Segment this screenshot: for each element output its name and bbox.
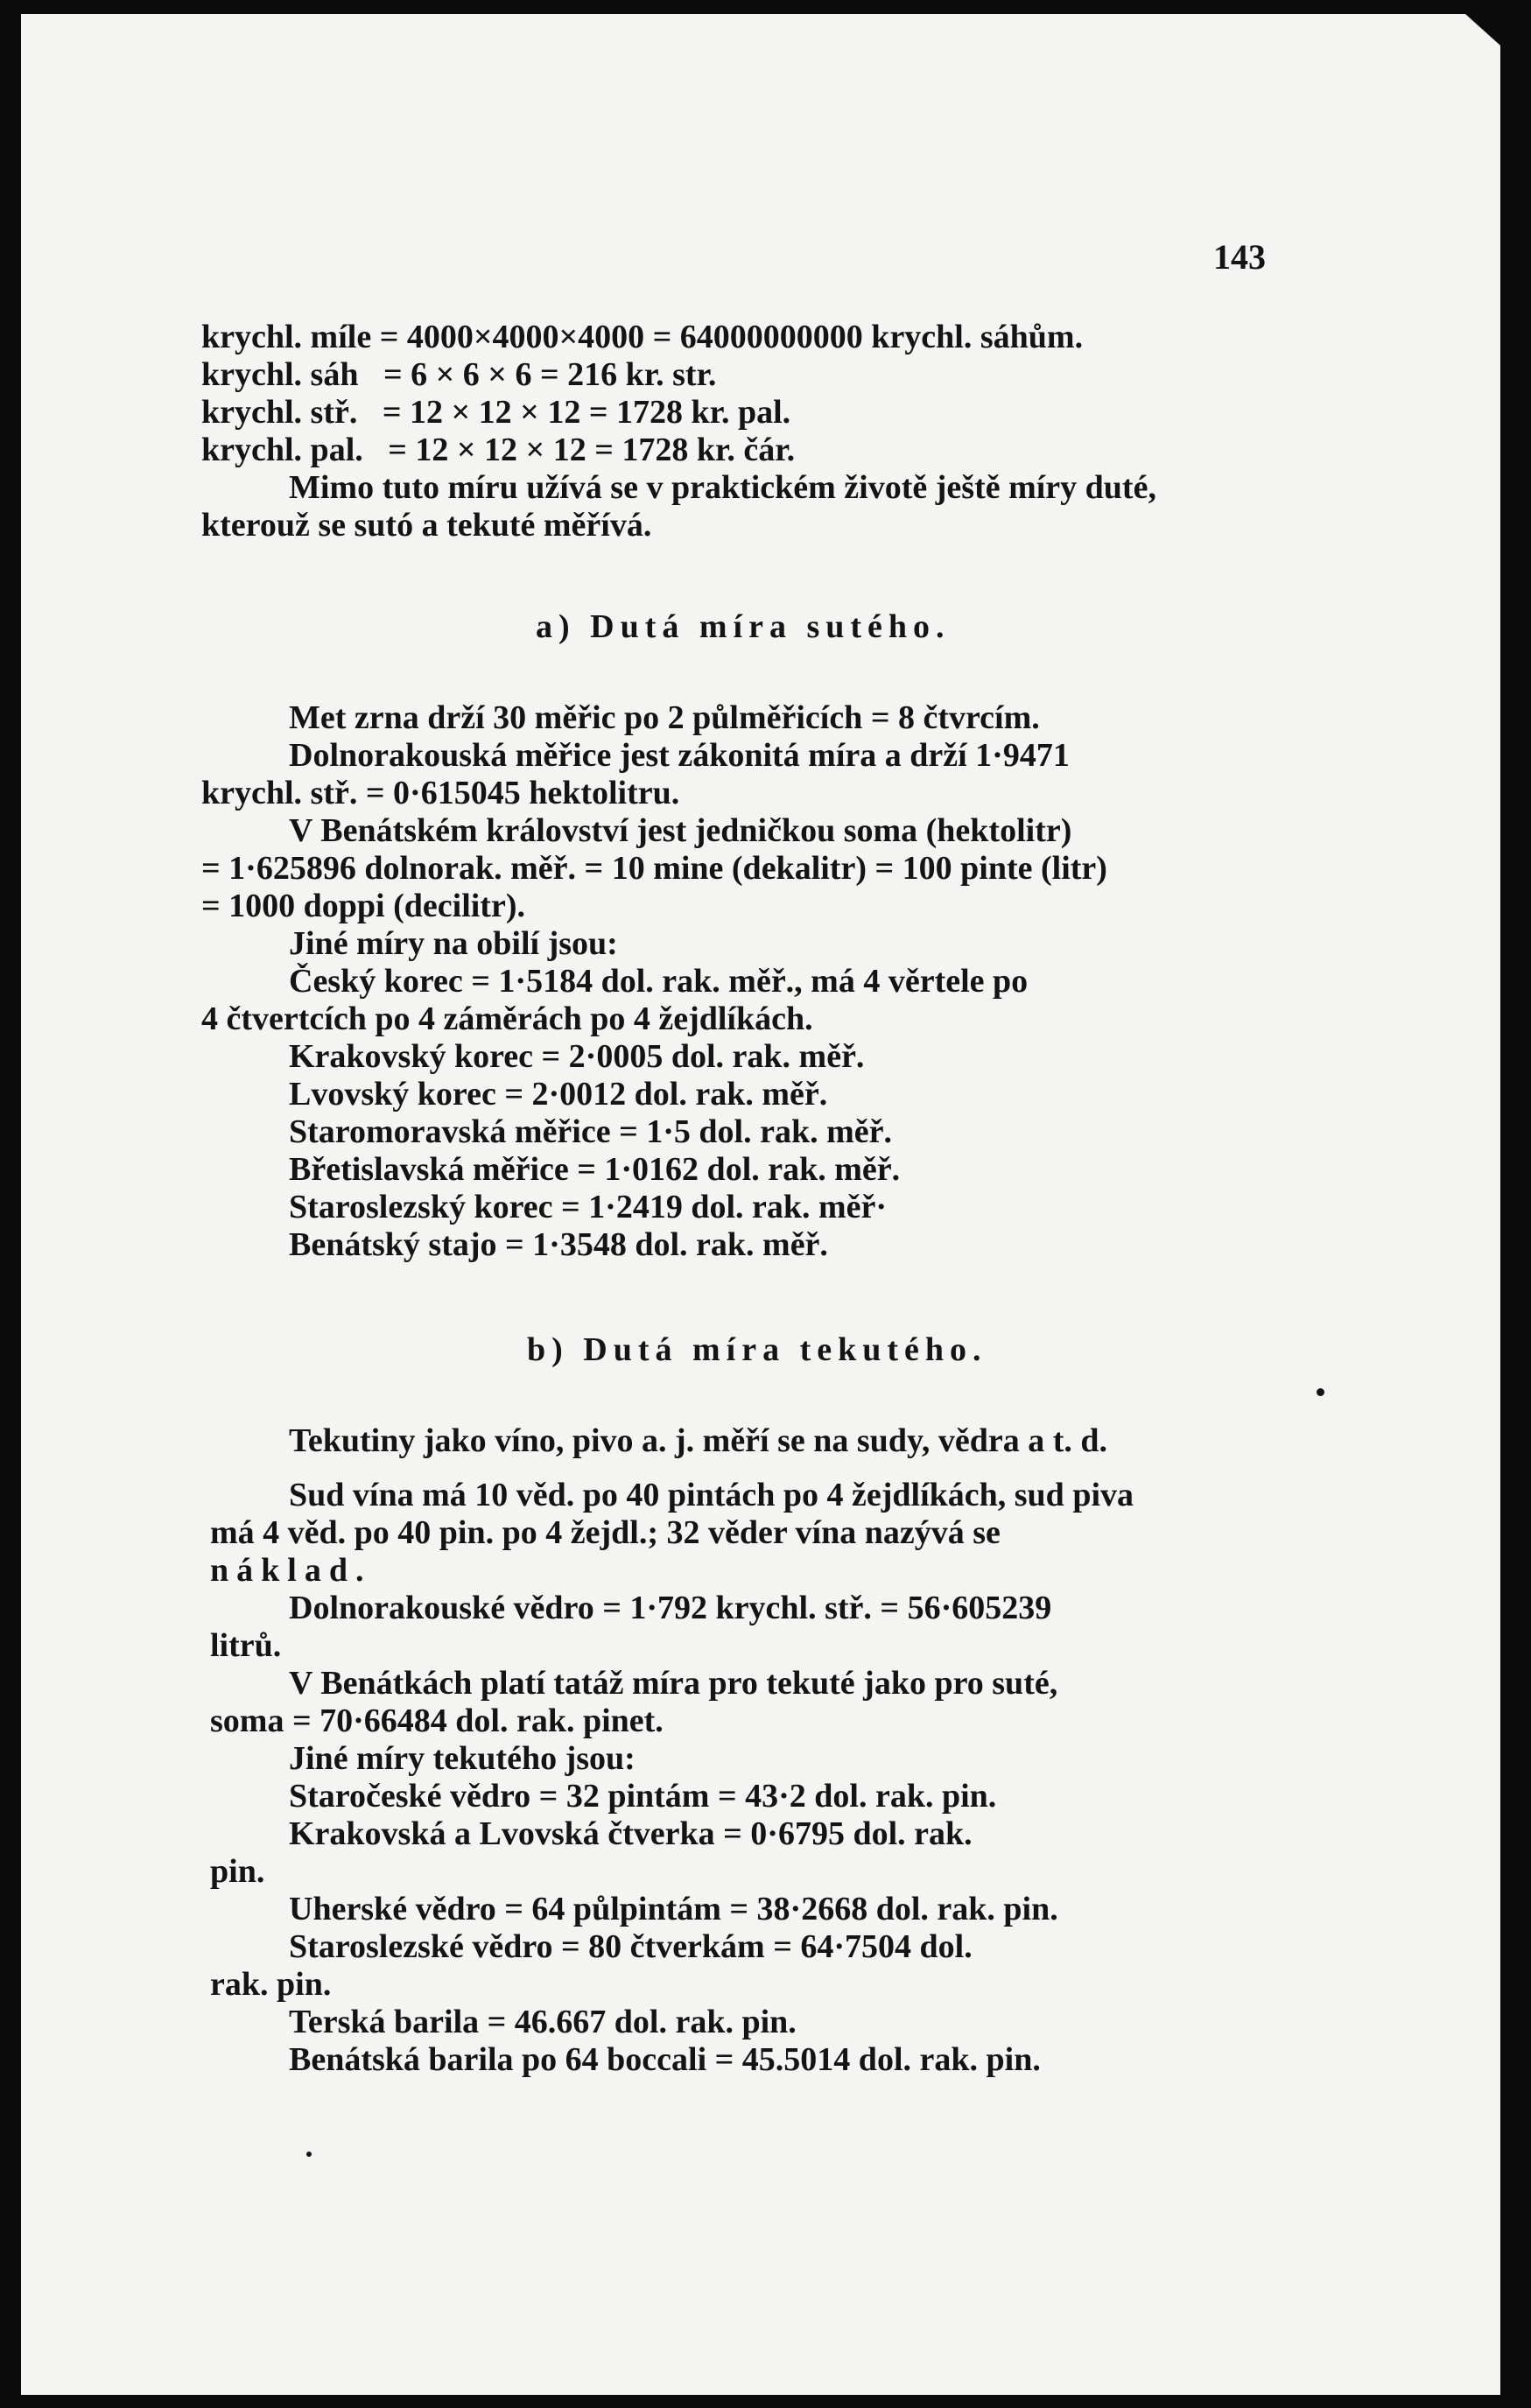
text-line: má 4 věd. po 40 pin. po 4 žejdl.; 32 věder vína nazývá se: [210, 1514, 1001, 1551]
text-line: = 1000 doppi (decilitr).: [201, 888, 525, 924]
text-line: Dolnorakouská měřice jest zákonitá míra a drží 1·9471: [289, 737, 1070, 774]
text-line: soma = 70·66484 dol. rak. pinet.: [210, 1702, 664, 1739]
print-speck: [306, 2152, 312, 2157]
text-line: rak. pin.: [210, 1966, 332, 2003]
text-line: Met zrna drží 30 měřic po 2 půlměřicích = 8 čtvrcím.: [289, 699, 1040, 736]
section-b-heading: b) Dutá míra tekutého.: [527, 1331, 987, 1368]
text-line: Terská barila = 46.667 dol. rak. pin.: [289, 2004, 797, 2040]
page-number: 143: [1213, 237, 1266, 277]
text-line: Staroslezské vědro = 80 čtverkám = 64·7504 dol.: [289, 1928, 973, 1965]
text-line: Staroslezský korec = 1·2419 dol. rak. měř·: [289, 1189, 888, 1225]
print-speck: [1317, 1388, 1324, 1396]
text-line: Lvovský korec = 2·0012 dol. rak. měř.: [289, 1076, 828, 1113]
text-line: V Benátském království jest jedničkou soma (hektolitr): [289, 812, 1072, 849]
text-line: Staročeské vědro = 32 pintám = 43·2 dol. rak. pin.: [289, 1778, 997, 1815]
text-line: Mimo tuto míru užívá se v praktickém životě ještě míry duté,: [289, 469, 1156, 506]
text-line: krychl. stř. = 12 × 12 × 12 = 1728 kr. pal.: [201, 394, 791, 431]
text-line: krychl. míle = 4000×4000×4000 = 64000000000 krychl. sáhům.: [201, 319, 1084, 355]
text-line: kterouž se sutó a tekuté měřívá.: [201, 507, 652, 544]
text-line: Krakovská a Lvovská čtverka = 0·6795 dol. rak.: [289, 1815, 973, 1852]
text-line: Uherské vědro = 64 půlpintám = 38·2668 dol. rak. pin.: [289, 1891, 1058, 1927]
text-line: Břetislavská měřice = 1·0162 dol. rak. měř.: [289, 1151, 901, 1188]
text-line: Tekutiny jako víno, pivo a. j. měří se na sudy, vědra a t. d.: [289, 1422, 1108, 1459]
text-line: 4 čtvertcích po 4 záměrách po 4 žejdlíkách.: [201, 1000, 813, 1037]
text-line: náklad.: [210, 1552, 372, 1589]
text-line: Dolnorakouské vědro = 1·792 krychl. stř. = 56·605239: [289, 1590, 1052, 1626]
text-line: Jiné míry na obilí jsou:: [289, 925, 618, 962]
text-line: = 1·625896 dolnorak. měř. = 10 mine (dekalitr) = 100 pinte (litr): [201, 850, 1107, 887]
text-line: Jiné míry tekutého jsou:: [289, 1740, 636, 1777]
page-corner-shadow: [1465, 14, 1500, 46]
text-line: Benátský stajo = 1·3548 dol. rak. měř.: [289, 1226, 828, 1263]
text-line: krychl. pal. = 12 × 12 × 12 = 1728 kr. čár.: [201, 432, 796, 468]
text-line: Staromoravská měřice = 1·5 dol. rak. měř.: [289, 1113, 892, 1150]
text-line: V Benátkách platí tatáž míra pro tekuté jako pro suté,: [289, 1665, 1058, 1702]
section-a-heading: a) Dutá míra sutého.: [536, 608, 951, 645]
text-line: Sud vína má 10 věd. po 40 pintách po 4 žejdlíkách, sud piva: [289, 1477, 1134, 1513]
text-line: krychl. stř. = 0·615045 hektolitru.: [201, 775, 680, 811]
text-line: Benátská barila po 64 boccali = 45.5014 dol. rak. pin.: [289, 2041, 1041, 2078]
text-line: Krakovský korec = 2·0005 dol. rak. měř.: [289, 1038, 865, 1075]
text-line: Český korec = 1·5184 dol. rak. měř., má 4 věrtele po: [289, 963, 1029, 1000]
book-page: [21, 14, 1500, 2395]
text-line: krychl. sáh = 6 × 6 × 6 = 216 kr. str.: [201, 356, 717, 393]
text-line: litrů.: [210, 1627, 282, 1664]
text-line: pin.: [210, 1853, 265, 1890]
